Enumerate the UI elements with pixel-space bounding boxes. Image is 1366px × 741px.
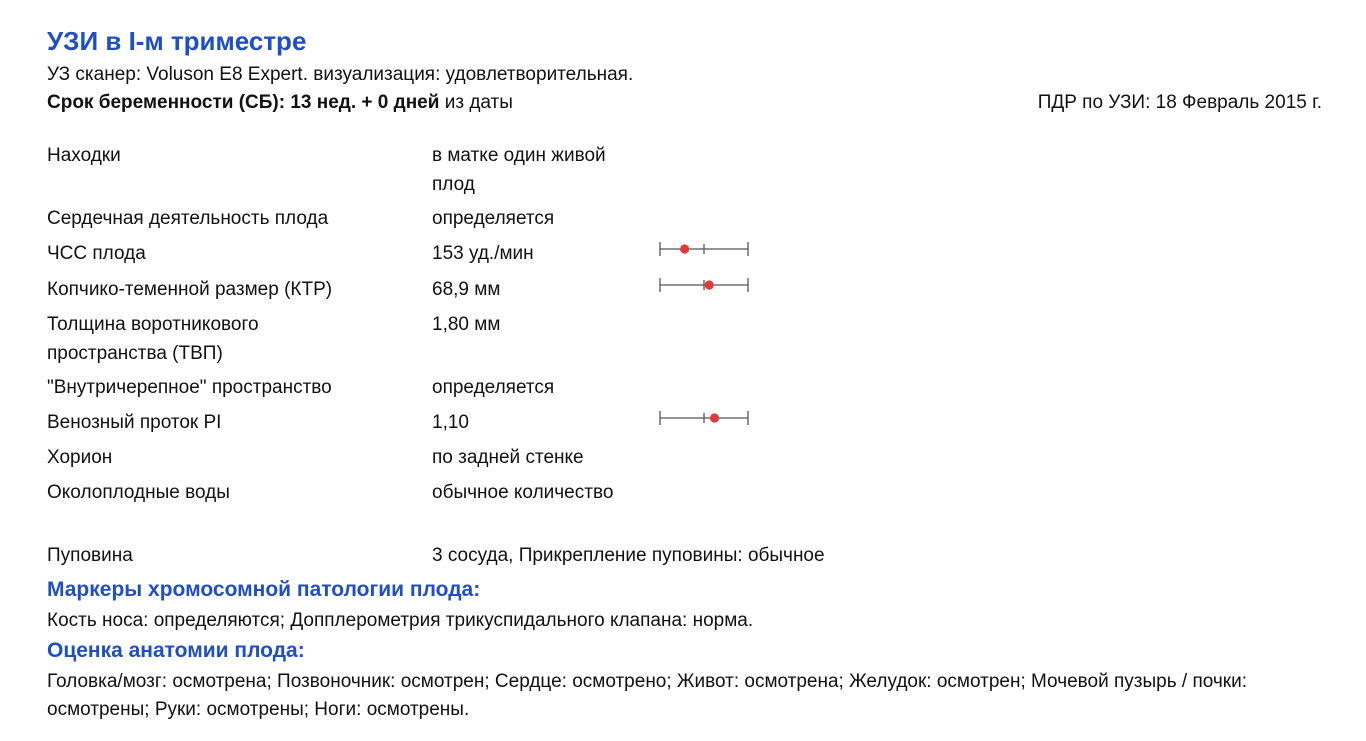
crl-range-gauge — [658, 277, 750, 293]
gestational-age-suffix: из даты — [444, 92, 513, 113]
gauge-value-marker — [705, 280, 714, 289]
anatomy-text: Головка/мозг: осмотрена; Позвоночник: осмотрен; Сердце: осмотрено; Живот: осмотрена; Желудок: осмотрен; Мочевой пузырь / почки: осмотрены; Руки: осмотрены; Ноги: осмотрены. — [47, 671, 1247, 720]
finding-value: 153 уд./мин — [432, 243, 534, 264]
finding-label: Хорион — [47, 447, 113, 468]
anatomy-section-title: Оценка анатомии плода: — [47, 639, 305, 662]
finding-label: Находки — [47, 145, 121, 166]
finding-value: 3 сосуда, Прикрепление пуповины: обычное — [432, 545, 825, 566]
report-title: УЗИ в I-м триместре — [47, 26, 307, 56]
finding-label: Толщина воротникового пространства (ТВП) — [47, 314, 259, 364]
finding-label: Околоплодные воды — [47, 482, 230, 503]
finding-label: ЧСС плода — [47, 243, 146, 264]
finding-label: Сердечная деятельность плода — [47, 208, 329, 229]
finding-label: "Внутричерепное" пространство — [47, 377, 332, 398]
gauge-value-marker — [710, 413, 719, 422]
finding-value: 68,9 мм — [432, 279, 501, 300]
markers-section-title: Маркеры хромосомной патологии плода: — [47, 578, 481, 601]
finding-value: определяется — [432, 208, 555, 229]
fhr-range-gauge — [658, 241, 750, 257]
gauge-value-marker — [680, 244, 689, 253]
finding-label: Венозный проток PI — [47, 412, 222, 433]
finding-value: определяется — [432, 377, 555, 398]
edd-text: ПДР по УЗИ: 18 Февраль 2015 г. — [1037, 92, 1322, 113]
gestational-age-line — [47, 92, 513, 114]
finding-value: обычное количество — [432, 482, 614, 503]
finding-label: Копчико-теменной размер (КТР) — [47, 279, 333, 300]
finding-value: 1,10 — [432, 412, 469, 433]
finding-label: Пуповина — [47, 545, 133, 566]
gestational-age-bold: Срок беременности (СБ): 13 нед. + 0 дней — [47, 92, 440, 113]
finding-value: по задней стенке — [432, 447, 584, 468]
finding-value: в матке один живой плод — [432, 145, 606, 195]
ductus-venosus-range-gauge — [658, 410, 750, 426]
finding-value: 1,80 мм — [432, 314, 501, 335]
scanner-line: УЗ сканер: Voluson E8 Expert. визуализация: удовлетворительная. — [47, 64, 634, 85]
markers-text: Кость носа: определяются; Допплерометрия трикуспидального клапана: норма. — [47, 610, 754, 631]
